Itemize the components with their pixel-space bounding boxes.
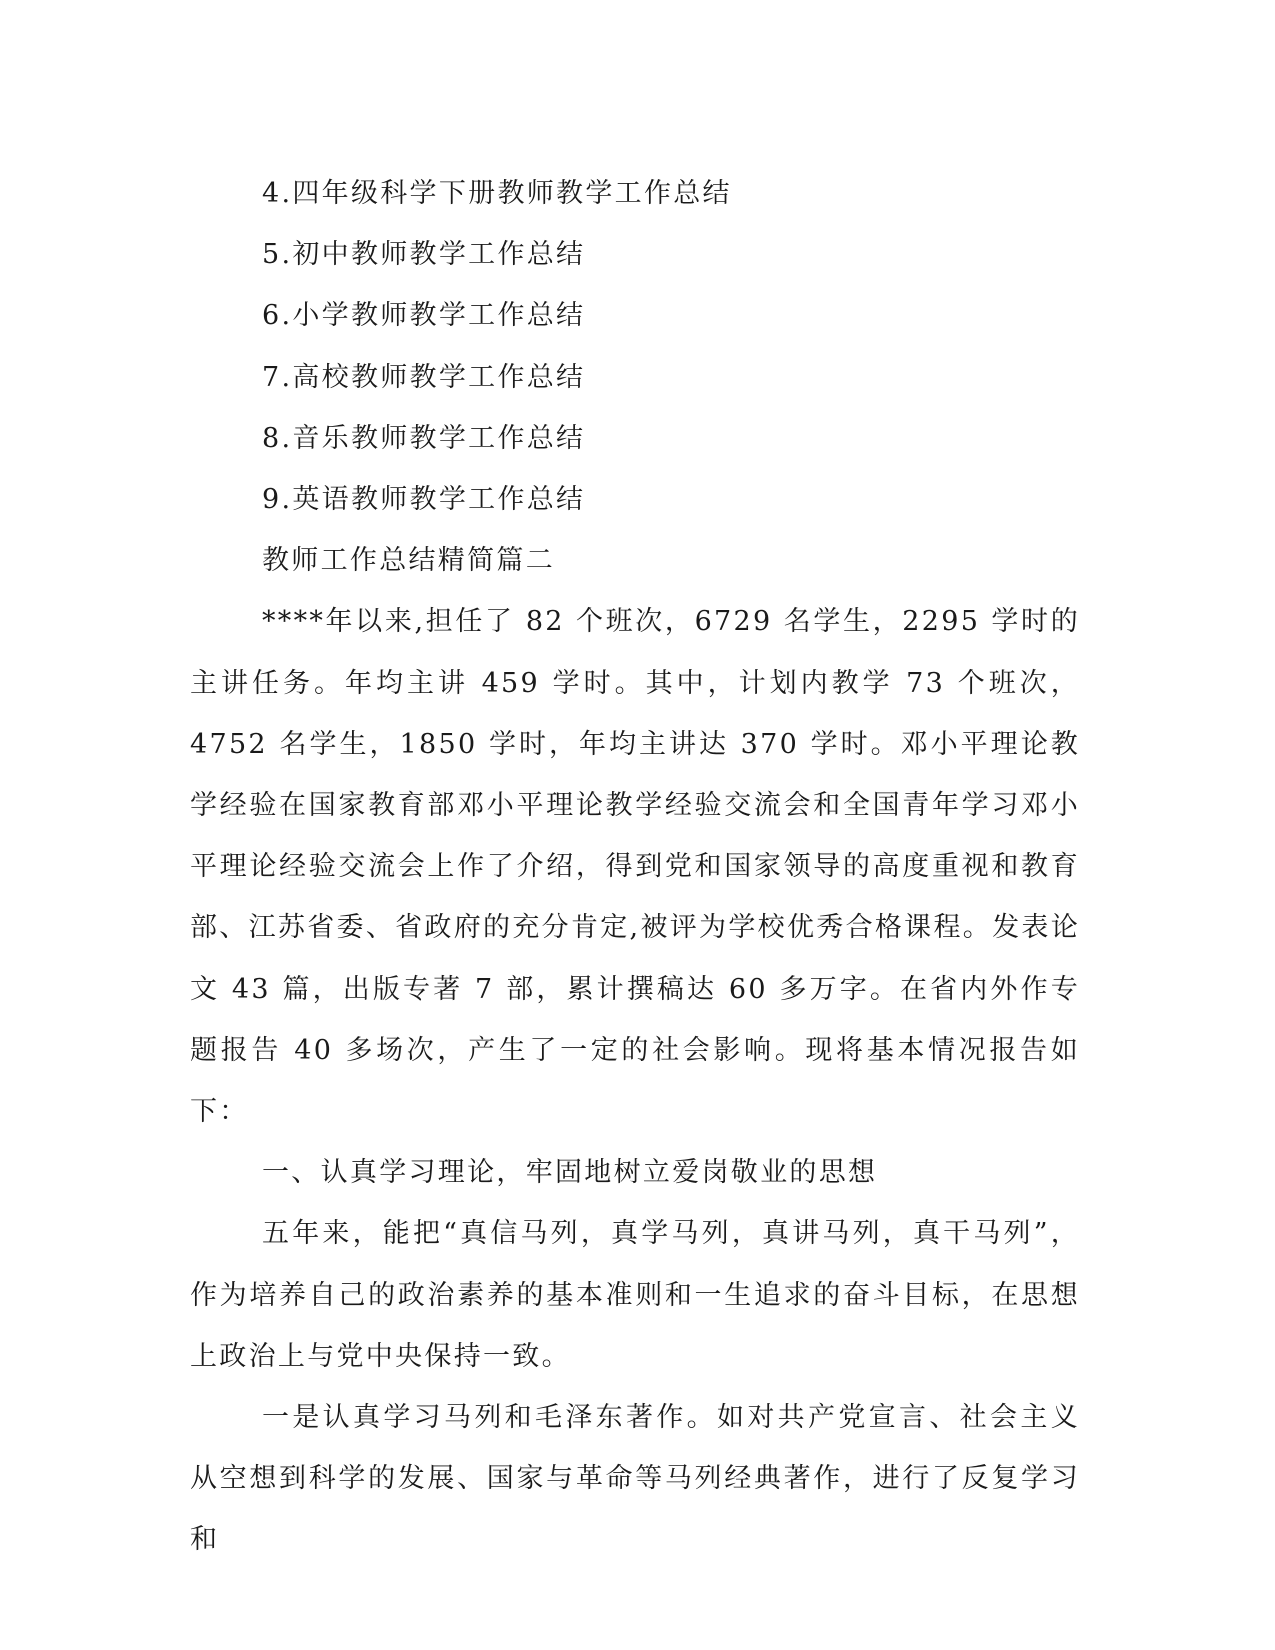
paragraph-study: 一是认真学习马列和毛泽东著作。如对共产党宣言、社会主义从空想到科学的发展、国家与革命等马列经典著作，进行了反复学习和: [190, 1401, 1080, 1556]
list-item: 5.初中教师教学工作总结: [262, 239, 586, 271]
section-heading: 教师工作总结精简篇二: [262, 545, 555, 577]
document-body: [190, 163, 1080, 1571]
paragraph-subheading: 一、认真学习理论，牢固地树立爱岗敬业的思想: [262, 1157, 878, 1189]
list-item: 7.高校教师教学工作总结: [262, 361, 586, 393]
list-item: 6.小学教师教学工作总结: [262, 300, 586, 332]
list-item: 9.英语教师教学工作总结: [262, 483, 586, 515]
list-item: 8.音乐教师教学工作总结: [262, 422, 586, 454]
paragraph-summary: ****年以来,担任了 82 个班次，6729 名学生，2295 学时的主讲任务。年均主讲 459 学时。其中，计划内教学 73 个班次，4752 名学生，1850 学时，年均主讲达 370 学时。邓小平理论教学经验在国家教育部邓小平理论教学经验交流会和全国青年学习邓小平理论经验交流会上作了介绍，得到党和国家领导的高度重视和教育部、江苏省委、省政府的充分肯定,被评为学校优秀合格课程。发表论文 43 篇，出版专著 7 部，累计撰稿达 60 多万字。在省内外作专题报告 40 多场次，产生了一定的社会影响。现将基本情况报告如下：: [190, 606, 1080, 1127]
paragraph-five-years: 五年来，能把“真信马列，真学马列，真讲马列，真干马列”，作为培养自己的政治素养的基本准则和一生追求的奋斗目标，在思想上政治上与党中央保持一致。: [190, 1218, 1080, 1372]
list-item: 4.四年级科学下册教师教学工作总结: [262, 178, 732, 209]
